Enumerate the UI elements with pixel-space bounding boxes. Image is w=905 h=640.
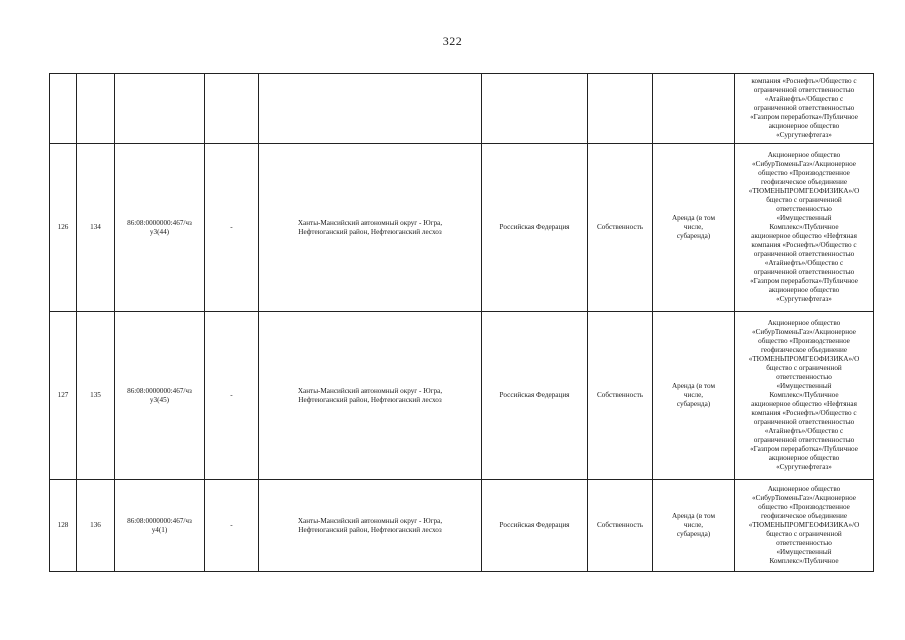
encumbrance-line: «Сургутнефтегаз»: [776, 463, 832, 471]
address-line: Ханты-Мансийский автономный округ - Югра,: [297, 218, 443, 227]
cadastral-line: у3(44): [149, 227, 170, 236]
dash-cell: -: [205, 144, 259, 312]
encumbrance-cell: [735, 144, 874, 312]
encumbrance-line: ограниченной ответственностью: [753, 268, 855, 276]
encumbrance-line: «ТЮМЕНЬПРОМГЕОФИЗИКА»/О: [748, 521, 860, 529]
encumbrance-line: акционерное общество «Нефтяная: [751, 400, 857, 408]
encumbrance-cell: [735, 312, 874, 480]
rent-line: числе,: [683, 521, 704, 529]
registry-table: [49, 73, 874, 572]
encumbrance-line: «Газпром переработка»/Публичное: [750, 277, 858, 285]
encumbrance-line: «СибурТюменьГаз»/Акционерное: [752, 160, 856, 168]
cadastral-line: 86:08:0000000:467/чз: [127, 516, 192, 525]
encumbrance-line: «Сургутнефтегаз»: [776, 295, 832, 303]
right-type-cell: [588, 74, 653, 144]
encumbrance-line: Комплекс»/Публичное: [769, 557, 839, 565]
encumbrance-line: ответственностью: [776, 539, 832, 547]
encumbrance-line: геофизическое объединение: [760, 178, 848, 186]
rent-cell: [653, 74, 735, 144]
rent-line: субаренда): [676, 530, 711, 538]
encumbrance-line: «Газпром переработка»/Публичное: [750, 445, 858, 453]
encumbrance-line: «Имущественный: [776, 214, 832, 222]
encumbrance-line: ограниченной ответственностью: [753, 436, 855, 444]
owner-cell: Российская Федерация: [482, 144, 588, 312]
encumbrance-line: акционерное общество «Нефтяная: [751, 232, 857, 240]
address-cell: [259, 480, 482, 572]
dash-cell: -: [205, 312, 259, 480]
encumbrance-line: бщество с ограниченной: [766, 530, 842, 538]
encumbrance-line: ответственностью: [776, 373, 832, 381]
dash-cell: [205, 74, 259, 144]
item-number-cell: [77, 74, 115, 144]
item-number-cell: 136: [77, 480, 115, 572]
cadastral-number-cell: [115, 144, 205, 312]
encumbrance-line: ограниченной ответственностью: [753, 86, 855, 94]
rent-line: числе,: [683, 391, 704, 399]
encumbrance-line: «Атайнефть»/Общество с: [764, 427, 844, 435]
cadastral-number-cell: [115, 312, 205, 480]
cadastral-number-cell: [115, 480, 205, 572]
table-row: [50, 144, 874, 312]
encumbrance-line: «Атайнефть»/Общество с: [764, 259, 844, 267]
address-line: Нефтеюганский район, Нефтеюганский лесхоз: [298, 525, 442, 534]
cadastral-line: 86:08:0000000:467/чз: [127, 218, 192, 227]
encumbrance-line: бщество с ограниченной: [766, 364, 842, 372]
address-cell: [259, 312, 482, 480]
encumbrance-line: Акционерное общество: [767, 319, 841, 327]
cadastral-line: у3(45): [149, 395, 170, 404]
table-row: [50, 312, 874, 480]
rent-line: Аренда (в том: [671, 382, 716, 390]
address-line: Ханты-Мансийский автономный округ - Югра,: [297, 386, 443, 395]
item-number-cell: 134: [77, 144, 115, 312]
row-number-cell: [50, 74, 77, 144]
address-line: Ханты-Мансийский автономный округ - Югра,: [297, 516, 443, 525]
row-number-cell: 126: [50, 144, 77, 312]
encumbrance-line: акционерное общество: [768, 286, 840, 294]
encumbrance-line: «Газпром переработка»/Публичное: [750, 113, 858, 121]
item-number-cell: 135: [77, 312, 115, 480]
right-type-cell: Собственность: [588, 144, 653, 312]
encumbrance-line: «Имущественный: [776, 548, 832, 556]
encumbrance-line: ответственностью: [776, 205, 832, 213]
rent-cell: [653, 144, 735, 312]
row-number-cell: 127: [50, 312, 77, 480]
address-cell: [259, 144, 482, 312]
encumbrance-line: Комплекс»/Публичное: [769, 223, 839, 231]
encumbrance-line: ограниченной ответственностью: [753, 418, 855, 426]
encumbrance-line: общество «Производственное: [758, 169, 850, 177]
encumbrance-cell: [735, 480, 874, 572]
encumbrance-line: акционерное общество: [768, 122, 840, 130]
rent-line: субаренда): [676, 232, 711, 240]
right-type-cell: Собственность: [588, 312, 653, 480]
address-line: Нефтеюганский район, Нефтеюганский лесхоз: [298, 227, 442, 236]
table-row: [50, 74, 874, 144]
dash-cell: -: [205, 480, 259, 572]
rent-line: Аренда (в том: [671, 512, 716, 520]
rent-line: Аренда (в том: [671, 214, 716, 222]
encumbrance-line: «СибурТюменьГаз»/Акционерное: [752, 494, 856, 502]
encumbrance-line: компания «Роснефть»/Общество с: [751, 409, 857, 417]
encumbrance-line: «Атайнефть»/Общество с: [764, 95, 844, 103]
encumbrance-line: Акционерное общество: [767, 151, 841, 159]
owner-cell: Российская Федерация: [482, 480, 588, 572]
encumbrance-line: Акционерное общество: [767, 485, 841, 493]
encumbrance-line: «ТЮМЕНЬПРОМГЕОФИЗИКА»/О: [748, 187, 860, 195]
right-type-cell: Собственность: [588, 480, 653, 572]
table-row: [50, 480, 874, 572]
cadastral-line: у4(1): [151, 525, 168, 534]
rent-line: субаренда): [676, 400, 711, 408]
encumbrance-line: «ТЮМЕНЬПРОМГЕОФИЗИКА»/О: [748, 355, 860, 363]
encumbrance-cell: [735, 74, 874, 144]
encumbrance-line: акционерное общество: [768, 454, 840, 462]
encumbrance-line: общество «Производственное: [758, 337, 850, 345]
owner-cell: [482, 74, 588, 144]
encumbrance-line: геофизическое объединение: [760, 512, 848, 520]
encumbrance-line: компания «Роснефть»/Общество с: [751, 241, 857, 249]
encumbrance-line: «Имущественный: [776, 382, 832, 390]
encumbrance-line: бщество с ограниченной: [766, 196, 842, 204]
rent-cell: [653, 480, 735, 572]
owner-cell: Российская Федерация: [482, 312, 588, 480]
cadastral-line: 86:08:0000000:467/чз: [127, 386, 192, 395]
encumbrance-line: общество «Производственное: [758, 503, 850, 511]
encumbrance-line: Комплекс»/Публичное: [769, 391, 839, 399]
encumbrance-line: компания «Роснефть»/Общество с: [751, 77, 857, 85]
address-line: Нефтеюганский район, Нефтеюганский лесхоз: [298, 395, 442, 404]
rent-line: числе,: [683, 223, 704, 231]
row-number-cell: 128: [50, 480, 77, 572]
encumbrance-line: геофизическое объединение: [760, 346, 848, 354]
page-number: 322: [442, 34, 463, 48]
encumbrance-line: ограниченной ответственностью: [753, 104, 855, 112]
encumbrance-line: «Сургутнефтегаз»: [776, 131, 832, 139]
encumbrance-line: ограниченной ответственностью: [753, 250, 855, 258]
rent-cell: [653, 312, 735, 480]
encumbrance-line: «СибурТюменьГаз»/Акционерное: [752, 328, 856, 336]
address-cell: [259, 74, 482, 144]
cadastral-number-cell: [115, 74, 205, 144]
